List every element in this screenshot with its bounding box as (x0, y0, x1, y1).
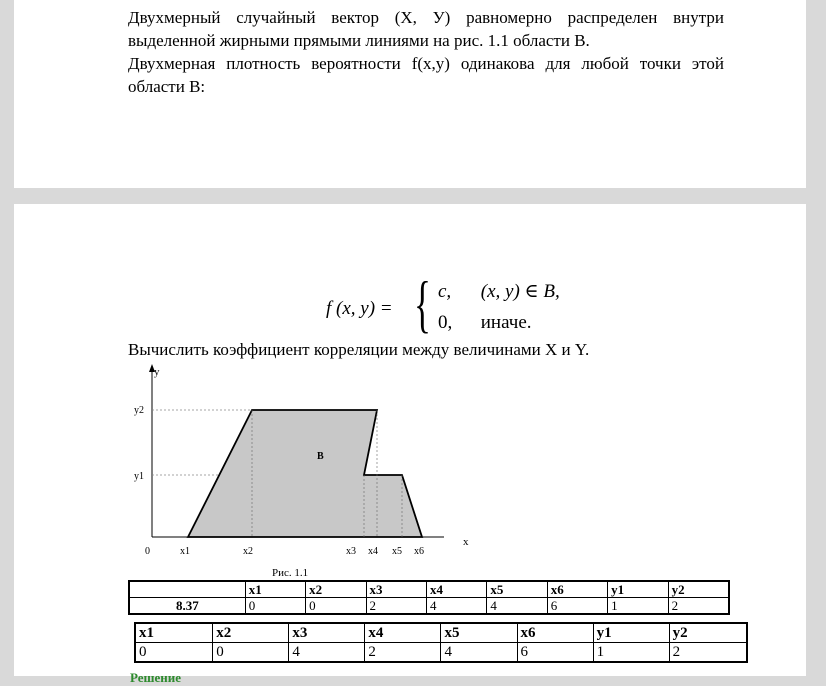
table-cell: y1 (608, 581, 668, 598)
variant-table (128, 580, 730, 615)
problem-card (14, 0, 806, 188)
y-axis-label: y (154, 366, 160, 378)
x-tick-label: x5 (392, 546, 402, 557)
table-cell: x1 (245, 581, 305, 598)
table-cell: y2 (669, 623, 747, 643)
table-cell: 2 (669, 643, 747, 663)
x-tick-label: x3 (346, 546, 356, 557)
formula-case1-condition: (x, y) ∈ B, (480, 281, 560, 302)
problem-line: выделенной жирными прямыми линиями на рис. 1.1 области B. (128, 31, 590, 50)
solution-card (14, 204, 806, 685)
table-row (135, 643, 747, 663)
table-cell: x5 (487, 581, 547, 598)
formula-case2-condition: иначе. (480, 312, 532, 333)
formula-case-inside (438, 280, 560, 303)
table-cell: 8.37 (129, 598, 245, 615)
table-cell: 2 (668, 598, 729, 615)
formula-brace: { (414, 268, 431, 339)
problem-statement (128, 6, 724, 98)
figure-caption: Рис. 1.1 (272, 567, 309, 579)
x-tick-label: x1 (180, 546, 190, 557)
table-cell: x4 (426, 581, 486, 598)
problem-line: области B: (128, 77, 206, 96)
x-axis-label: x (463, 536, 469, 548)
table-cell: x3 (289, 623, 365, 643)
table-cell: 4 (289, 643, 365, 663)
table-cell: x5 (441, 623, 517, 643)
x-tick-label: x2 (243, 546, 253, 557)
x-tick-label: x6 (414, 546, 424, 557)
table-cell: 0 (245, 598, 305, 615)
table-cell: y1 (593, 623, 669, 643)
table-cell: 1 (608, 598, 668, 615)
y-tick-label: y1 (134, 471, 144, 482)
density-formula (326, 268, 606, 344)
x-tick-label: 0 (145, 546, 150, 557)
table-cell: 6 (517, 643, 593, 663)
y-tick-label: y2 (134, 405, 144, 416)
table-cell: x2 (213, 623, 289, 643)
region-figure (132, 362, 482, 582)
table-cell: 2 (365, 643, 441, 663)
formula-case2-value: 0, (438, 312, 453, 333)
table-cell: x6 (517, 623, 593, 643)
values-table (134, 622, 748, 663)
table-cell: 1 (593, 643, 669, 663)
table-cell: 0 (213, 643, 289, 663)
solution-heading: Решение (130, 670, 182, 685)
table-cell: 2 (366, 598, 426, 615)
x-tick-label: x4 (368, 546, 378, 557)
table-header-row (129, 581, 729, 598)
table-cell: 4 (487, 598, 547, 615)
formula-case1-value: c, (438, 281, 452, 302)
table-cell: x2 (306, 581, 366, 598)
table-header-row (135, 623, 747, 643)
task-statement: Вычислить коэффициент корреляции между величинами X и Y. (128, 340, 590, 359)
table-cell (129, 581, 245, 598)
table-cell: 6 (547, 598, 607, 615)
table-cell: x1 (135, 623, 213, 643)
table-cell: 4 (426, 598, 486, 615)
table-cell: 4 (441, 643, 517, 663)
formula-case-otherwise (438, 312, 532, 334)
table-row (129, 598, 729, 615)
problem-line: Двухмерная плотность вероятности f(x,y) одинакова для любой точки этой (128, 54, 724, 73)
table-cell: x3 (366, 581, 426, 598)
table-cell: x6 (547, 581, 607, 598)
table-cell: y2 (668, 581, 729, 598)
table-cell: x4 (365, 623, 441, 643)
table-cell: 0 (306, 598, 366, 615)
region-b (188, 410, 422, 537)
region-label: B (317, 451, 324, 462)
formula-lhs: f (x, y) = (326, 298, 393, 319)
problem-line: Двухмерный случайный вектор (X, У) равномерно распределен внутри (128, 8, 724, 27)
table-cell: 0 (135, 643, 213, 663)
